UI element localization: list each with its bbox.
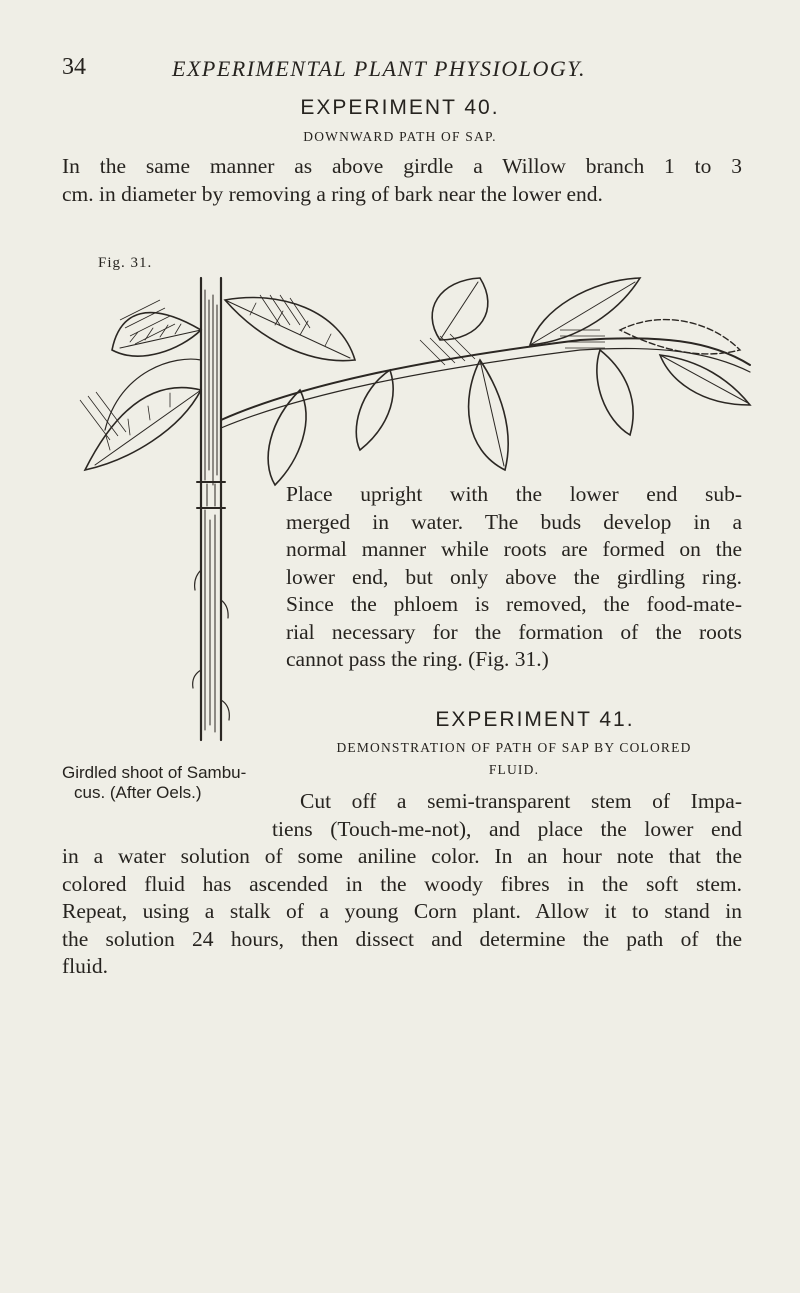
page-header bbox=[62, 54, 742, 90]
text-line: lower end, but only above the girdling ring. bbox=[286, 564, 742, 589]
text-line: cannot pass the ring. (Fig. 31.) bbox=[286, 647, 549, 671]
text-line: in a water solution of some aniline color. In an hour note that the bbox=[62, 844, 742, 868]
page-number: 34 bbox=[62, 54, 86, 80]
experiment-40-heading: EXPERIMENT 40. bbox=[300, 96, 500, 119]
text-line: rial necessary for the formation of the roots bbox=[286, 619, 742, 644]
experiment-40-intro bbox=[62, 153, 742, 208]
text-line: normal manner while roots are formed on the bbox=[286, 537, 742, 561]
experiment-40-subheading: DOWNWARD PATH OF SAP. bbox=[303, 129, 497, 144]
caption-line: Girdled shoot of Sambu- bbox=[62, 763, 247, 782]
experiment-41-body bbox=[62, 843, 742, 981]
text-line: merged in water. The buds develop in a bbox=[286, 509, 742, 534]
text-line: Place upright with the lower end sub- bbox=[286, 482, 742, 506]
experiment-41-subheading-line-2: FLUID. bbox=[488, 762, 540, 777]
experiment-41-body-narrow bbox=[300, 788, 742, 816]
text-line: cm. in diameter by removing a ring of bark near the lower end. bbox=[62, 181, 603, 206]
experiment-41-heading: EXPERIMENT 41. bbox=[435, 708, 635, 731]
text-line: fluid. bbox=[62, 954, 108, 978]
text-line: tiens (Touch-me-not), and place the lower end bbox=[272, 817, 742, 841]
text-line: the solution 24 hours, then dissect and determine the path of the bbox=[62, 926, 742, 951]
experiment-40-body bbox=[286, 481, 742, 674]
text-line: In the same manner as above girdle a Willow branch 1 to 3 bbox=[62, 154, 742, 178]
experiment-41-body-narrow-2 bbox=[272, 816, 742, 844]
figure-caption bbox=[62, 763, 246, 803]
experiment-41-subheading-line-1: DEMONSTRATION OF PATH OF SAP BY COLORED bbox=[336, 740, 692, 755]
text-line: Since the phloem is removed, the food-mate- bbox=[286, 592, 742, 616]
running-title: EXPERIMENTAL PLANT PHYSIOLOGY. bbox=[172, 56, 586, 81]
text-line: Cut off a semi-transparent stem of Impa- bbox=[300, 789, 742, 813]
caption-line: cus. (After Oels.) bbox=[74, 783, 202, 802]
figure-label: Fig. 31. bbox=[98, 255, 153, 271]
text-line: Repeat, using a stalk of a young Corn plant. Allow it to stand in bbox=[62, 899, 742, 923]
text-line: colored fluid has ascended in the woody fibres in the soft stem. bbox=[62, 871, 742, 896]
